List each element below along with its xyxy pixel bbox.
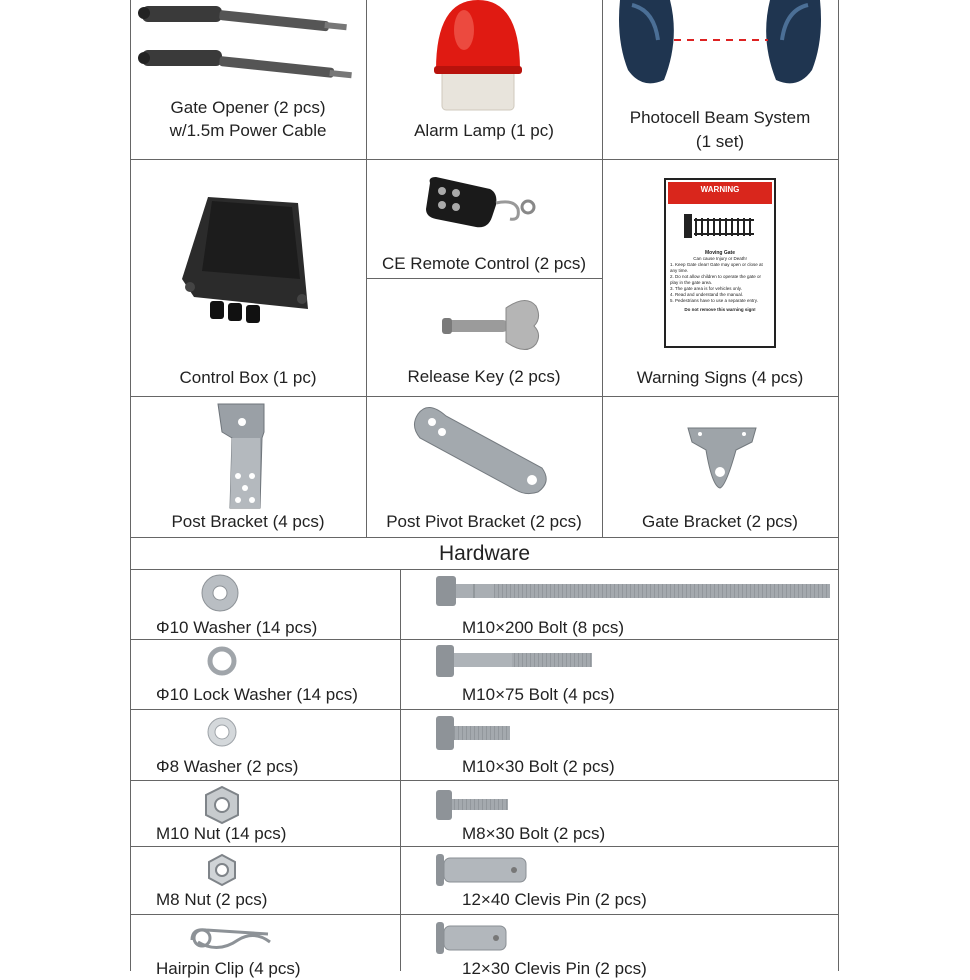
divider [400, 569, 401, 971]
warning-sign-line: 5. Pedestrians have to use a separate entry. [670, 298, 758, 303]
warning-sign-footer: Do not remove this warning sign! [684, 307, 756, 312]
hardware-left-label: M10 Nut (14 pcs) [156, 824, 287, 843]
item-gate-opener [130, 0, 366, 159]
gate-icon [668, 210, 772, 240]
item-post-pivot-bracket [366, 396, 602, 537]
item-label: Warning Signs (4 pcs) [636, 368, 804, 387]
hardware-right-label: 12×40 Clevis Pin (2 pcs) [462, 890, 647, 909]
warning-sign-line: 1. Keep Gate clear! Gate may open or close at any time. [670, 262, 763, 273]
hardware-header [130, 538, 839, 569]
hardware-right-label: 12×30 Clevis Pin (2 pcs) [462, 959, 647, 978]
nut-m8-image [206, 853, 246, 889]
warning-sign-line: 4. Read and understand the manual. [670, 292, 744, 297]
lock-washer-image [206, 645, 246, 681]
parts-sheet [130, 0, 839, 978]
remote-control-image [366, 159, 602, 239]
gate-bracket-image [602, 396, 838, 511]
item-alarm-lamp [366, 0, 602, 159]
item-label-line2: (1 set) [695, 132, 745, 151]
divider [130, 780, 839, 781]
divider [130, 914, 839, 915]
warning-sign-header: WARNING [668, 182, 772, 204]
hairpin-clip-image [188, 922, 278, 962]
hardware-right-label: M10×30 Bolt (2 pcs) [462, 757, 615, 776]
item-label-line2: w/1.5m Power Cable [169, 121, 327, 140]
item-label: Gate Bracket (2 pcs) [642, 512, 798, 531]
hardware-left-label: M8 Nut (2 pcs) [156, 890, 268, 909]
bolt-m10x200-image [434, 574, 834, 614]
hardware-left-label: Φ10 Lock Washer (14 pcs) [156, 685, 358, 704]
hardware-right-label: M10×75 Bolt (4 pcs) [462, 685, 615, 704]
item-label: Post Pivot Bracket (2 pcs) [386, 512, 582, 531]
hardware-left-label: Φ10 Washer (14 pcs) [156, 618, 318, 637]
hardware-left-label: Hairpin Clip (4 pcs) [156, 959, 301, 978]
border-right [838, 0, 839, 971]
hardware-title: Hardware [438, 542, 531, 565]
item-photocell [602, 0, 838, 159]
bolt-m8x30-image [434, 788, 534, 828]
washer-image [200, 570, 250, 620]
clevis-pin-12x40-image [434, 852, 534, 892]
nut-m10-image [202, 785, 246, 825]
item-remote-control [366, 159, 602, 278]
warning-sign-image [664, 178, 776, 348]
item-release-key [366, 278, 602, 396]
alarm-lamp-image [366, 0, 602, 115]
warning-sign-subtitle: Can cause Injury or Death! [693, 256, 747, 261]
item-label: CE Remote Control (2 pcs) [381, 254, 587, 273]
item-label: Release Key (2 pcs) [407, 367, 561, 386]
photocell-image [602, 0, 838, 100]
release-key-image [366, 278, 602, 358]
hardware-left-label: Φ8 Washer (2 pcs) [156, 757, 299, 776]
bolt-m10x75-image [434, 643, 614, 683]
post-bracket-image [130, 396, 366, 511]
item-label: Gate Opener (2 pcs) [170, 98, 326, 117]
item-post-bracket [130, 396, 366, 537]
item-warning-signs [602, 159, 838, 396]
post-pivot-bracket-image [366, 396, 602, 511]
warning-sign-line: 2. Do not allow children to operate the gate or play in the gate area. [670, 274, 762, 285]
hardware-right-label: M10×200 Bolt (8 pcs) [462, 618, 625, 637]
divider [130, 709, 839, 710]
item-label: Photocell Beam System [629, 108, 811, 127]
clevis-pin-12x30-image [434, 920, 534, 960]
hardware-right-label: M8×30 Bolt (2 pcs) [462, 824, 606, 843]
item-label: Control Box (1 pc) [179, 368, 317, 387]
item-control-box [130, 159, 366, 396]
item-label: Alarm Lamp (1 pc) [414, 121, 554, 140]
item-gate-bracket [602, 396, 838, 537]
warning-sign-line: 3. The gate area is for vehicles only. [670, 286, 742, 291]
washer-small-image [206, 716, 246, 752]
bolt-m10x30-image [434, 714, 534, 754]
item-label: Post Bracket (4 pcs) [171, 512, 325, 531]
gate-opener-image [130, 0, 366, 90]
warning-sign-title: Moving Gate [704, 250, 735, 256]
divider [130, 846, 839, 847]
control-box-image [130, 159, 366, 339]
divider [130, 639, 839, 640]
